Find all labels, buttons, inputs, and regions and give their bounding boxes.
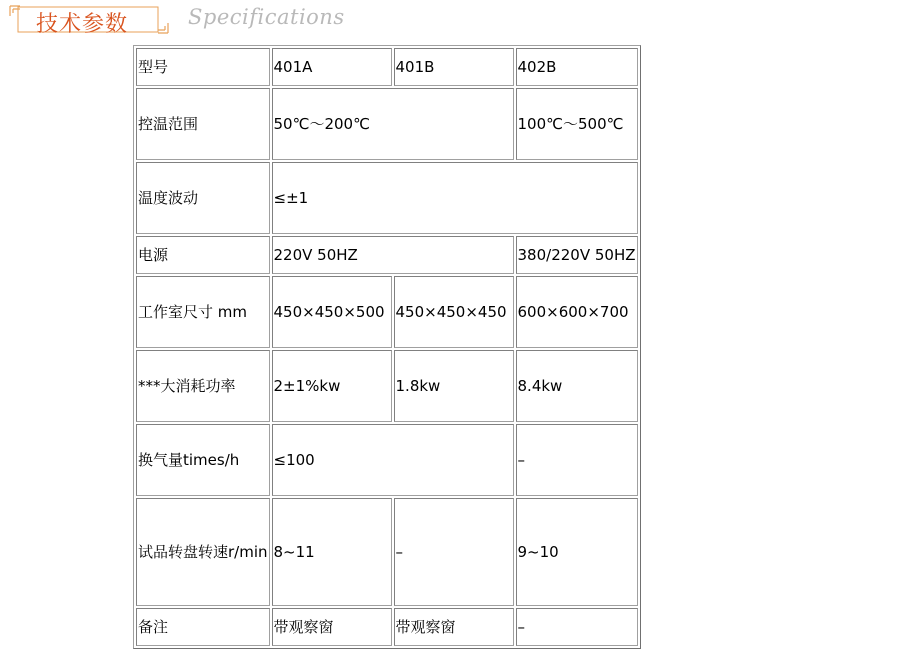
row-label: 电源 [136,236,270,274]
cell-value: ≤100 [272,424,514,496]
cell-value: 2±1%kw [272,350,392,422]
cell-value: 450×450×450 [394,276,514,348]
row-label: 型号 [136,48,270,86]
cell-value: 带观察窗 [394,608,514,646]
cell-value: 50℃～200℃ [272,88,514,160]
table-row [136,424,638,496]
row-label: 工作室尺寸 mm [136,276,270,348]
table-row [136,498,638,606]
row-label: 控温范围 [136,88,270,160]
cell-value: 8~11 [272,498,392,606]
table-row [136,48,638,86]
cell-value: 220V 50HZ [272,236,514,274]
table-row [136,608,638,646]
row-label: 试品转盘转速r/min [136,498,270,606]
cell-value: 600×600×700 [516,276,638,348]
section-title: 技术参数 [36,12,129,37]
spec-table [133,45,641,649]
cell-value: 450×450×500 [272,276,392,348]
title-frame [8,2,170,36]
section-header [0,0,900,40]
table-row [136,276,638,348]
table-row [136,350,638,422]
cell-value: 402B [516,48,638,86]
cell-value: 401A [272,48,392,86]
cell-value: – [516,608,638,646]
cell-value: 380/220V 50HZ [516,236,638,274]
cell-value: 带观察窗 [272,608,392,646]
cell-value: – [394,498,514,606]
cell-value: 100℃～500℃ [516,88,638,160]
cell-value: 401B [394,48,514,86]
section-subtitle: Specifications [188,5,345,29]
row-label: ***大消耗功率 [136,350,270,422]
table-row [136,88,638,160]
cell-value: ≤±1 [272,162,638,234]
row-label: 备注 [136,608,270,646]
cell-value: 8.4kw [516,350,638,422]
cell-value: – [516,424,638,496]
row-label: 换气量times/h [136,424,270,496]
cell-value: 1.8kw [394,350,514,422]
row-label: 温度波动 [136,162,270,234]
cell-value: 9~10 [516,498,638,606]
table-row [136,162,638,234]
table-row [136,236,638,274]
